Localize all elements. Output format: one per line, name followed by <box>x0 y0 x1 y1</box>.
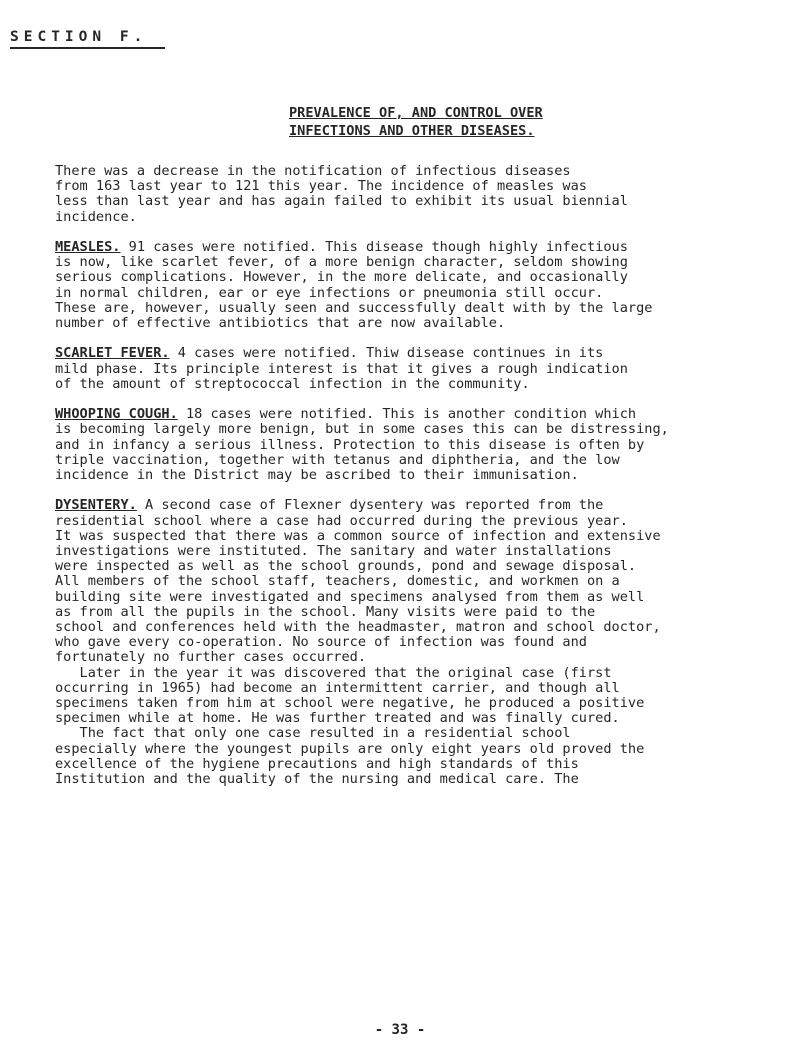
whooping-first-text: 18 cases were notified. This is another condition which <box>177 406 637 423</box>
dysentery-line: All members of the school staff, teachers, domestic, and workmen on a <box>55 573 620 590</box>
dysentery-line: specimens taken from him at school were negative, he produced a positive <box>55 695 645 712</box>
whooping-cough-paragraph <box>55 407 795 483</box>
scarlet-fever-paragraph <box>55 346 795 392</box>
measles-line: in normal children, ear or eye infections or pneumonia still occur. <box>55 284 604 301</box>
scarlet-line: of the amount of streptococcal infection in the community. <box>55 375 530 392</box>
dysentery-line: building site were investigated and specimens analysed from them as well <box>55 588 645 605</box>
dysentery-line: were inspected as well as the school grounds, pond and sewage disposal. <box>55 558 637 575</box>
dysentery-line: excellence of the hygiene precautions and high standards of this <box>55 755 579 772</box>
measles-label: MEASLES. <box>55 239 121 255</box>
intro-line: There was a decrease in the notification of infectious diseases <box>55 163 571 179</box>
measles-line: serious complications. However, in the more delicate, and occasionally <box>55 269 628 286</box>
intro-line: incidence. <box>55 208 137 225</box>
body-text <box>55 164 795 802</box>
section-heading <box>10 29 165 49</box>
whooping-first-line <box>55 407 795 422</box>
whooping-line: is becoming largely more benign, but in some cases this can be distressing, <box>55 421 669 438</box>
dysentery-line: occurring in 1965) had become an intermittent carrier, and though all <box>55 679 620 696</box>
measles-paragraph <box>55 240 795 331</box>
dysentery-line: residential school where a case had occurred during the previous year. <box>55 512 628 529</box>
dysentery-line: It was suspected that there was a common source of infection and extensive <box>55 527 661 544</box>
measles-first-text: 91 cases were notified. This disease though highly infectious <box>120 239 628 255</box>
dysentery-line: fortunately no further cases occurred. <box>55 649 366 666</box>
scarlet-line: mild phase. Its principle interest is that it gives a rough indication <box>55 360 628 377</box>
dysentery-line: The fact that only one case resulted in a residential school <box>55 725 571 742</box>
section-heading-underline <box>10 47 165 49</box>
intro-line: less than last year and has again failed to exhibit its usual biennial <box>55 193 628 210</box>
dysentery-paragraph <box>55 498 795 787</box>
scarlet-first-line <box>55 346 795 361</box>
dysentery-line: specimen while at home. He was further treated and was finally cured. <box>55 710 620 727</box>
measles-line: number of effective antibiotics that are now available. <box>55 315 506 332</box>
page-number: - 33 - <box>374 1022 426 1038</box>
dysentery-line: who gave every co-operation. No source of infection was found and <box>55 634 587 651</box>
intro-line: from 163 last year to 121 this year. The incidence of measles was <box>55 178 587 195</box>
title-line-1: PREVALENCE OF, AND CONTROL OVER <box>289 105 543 121</box>
dysentery-label: DYSENTERY. <box>55 497 137 514</box>
whooping-cough-label: WHOOPING COUGH. <box>55 406 178 423</box>
whooping-line: incidence in the District may be ascribed to their immunisation. <box>55 467 579 484</box>
dysentery-line: investigations were instituted. The sanitary and water installations <box>55 543 612 560</box>
page-title <box>289 104 543 140</box>
measles-line: These are, however, usually seen and successfully dealt with by the large <box>55 299 653 316</box>
intro-paragraph <box>55 164 795 225</box>
dysentery-line: school and conferences held with the headmaster, matron and school doctor, <box>55 619 661 636</box>
title-line-2: INFECTIONS AND OTHER DISEASES. <box>289 123 535 139</box>
dysentery-line: especially where the youngest pupils are only eight years old proved the <box>55 740 645 757</box>
measles-first-line <box>55 240 795 255</box>
whooping-line: and in infancy a serious illness. Protection to this disease is often by <box>55 436 645 453</box>
scarlet-fever-label: SCARLET FEVER. <box>55 345 170 362</box>
dysentery-first-text: A second case of Flexner dysentery was reported from the <box>136 497 604 514</box>
dysentery-line: as from all the pupils in the school. Many visits were paid to the <box>55 603 596 620</box>
whooping-line: triple vaccination, together with tetanus and diphtheria, and the low <box>55 451 620 468</box>
dysentery-line: Later in the year it was discovered that the original case (first <box>55 664 612 681</box>
scarlet-first-text: 4 cases were notified. Thiw disease continues in its <box>169 345 604 362</box>
section-heading-text: SECTION F. <box>10 29 148 45</box>
dysentery-first-line <box>55 498 795 513</box>
dysentery-line: Institution and the quality of the nursing and medical care. The <box>55 771 579 788</box>
measles-line: is now, like scarlet fever, of a more benign character, seldom showing <box>55 254 628 271</box>
